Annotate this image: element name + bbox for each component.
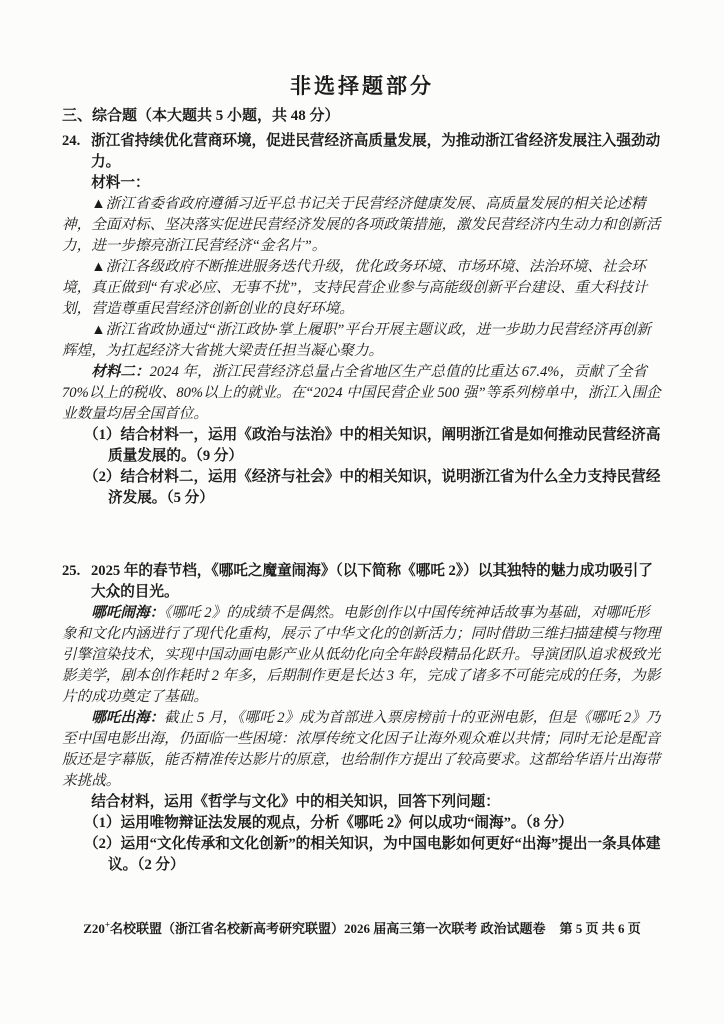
nezha-naohai-paragraph (62, 603, 662, 708)
section-heading: 三、综合题（本大题共 5 小题，共 48 分） (62, 108, 340, 124)
question-24-stem (62, 131, 662, 173)
material-2-text: 2024 年，浙江民营经济总量占全省地区生产总值的比重达 67.4%，贡献了全省 70%以上的税收、80%以上的就业。在“2024 中国民营企业 500 强”等系列榜单中，浙江入围企业数量均居全国首位。 (62, 364, 661, 422)
nezha-chuhai-text: 截止 5 月，《哪吒 2》成为首部进入票房榜前十的亚洲电影，但是《哪吒 2》乃至中国电影出海，仍面临一些困境：浓厚传统文化因子让海外观众难以共情；同时无论是配音版还是字幕版，能否精准传达影片的原意，也给制作方提出了较高要求。这都给华语片出海带来挑战。 (62, 710, 661, 789)
material-1-bullet-3: ▲浙江省政协通过“浙江政协·掌上履职”平台开展主题议政，进一步助力民营经济再创新辉煌，为扛起经济大省挑大梁责任担当凝心聚力。 (62, 322, 651, 359)
question-25-stem (62, 561, 662, 603)
footer-org-prefix: Z20 (83, 921, 105, 936)
question-25-sub-1: （1）运用唯物辩证法发展的观点，分析《哪吒 2》何以成功“闹海”。（8 分） (84, 815, 573, 831)
footer-org-sup: + (104, 919, 111, 930)
page-content (62, 76, 662, 876)
material-1-label: 材料一： (91, 175, 150, 191)
material-1-bullet-2: ▲浙江各级政府不断推进服务迭代升级，优化政务环境、市场环境、法治环境、社会环境，真正做到“有求必应、无事不扰”，支持民营企业参与高能级创新平台建设、重大科技计划，营造尊重民营经济创新创业的良好环境。 (62, 259, 648, 317)
question-25 (62, 561, 662, 876)
question-25-number: 25. (62, 563, 81, 579)
question-24-stem-text: 浙江省持续优化营商环境，促进民营经济高质量发展，为推动浙江省经济发展注入强劲动力。 (91, 133, 661, 170)
question-24 (62, 131, 662, 509)
page-footer (0, 918, 724, 937)
question-25-stem-text: 2025 年的春节档，《哪吒之魔童闹海》（以下简称《哪吒 2》）以其独特的魅力成功吸引了大众的目光。 (91, 563, 653, 600)
nezha-naohai-label: 哪吒闹海： (91, 605, 165, 621)
question-24-number: 24. (62, 133, 81, 149)
nezha-chuhai-paragraph (62, 708, 662, 792)
footer-org-rest: 名校联盟（浙江省名校新高考研究联盟）2026 届高三第一次联考 政治试题卷 (110, 921, 546, 936)
section-title: 非选择题部分 (290, 74, 434, 98)
material-2-paragraph (62, 362, 662, 425)
nezha-chuhai-label: 哪吒出海： (91, 710, 165, 726)
question-25-instruction: 结合材料，运用《哲学与文化》中的相关知识，回答下列问题： (91, 794, 500, 810)
question-25-sub-2: （2）运用“文化传承和文化创新”的相关知识，为中国电影如何更好“出海”提出一条具体建议。（2 分） (84, 836, 661, 873)
question-24-sub-1: （1）结合材料一，运用《政治与法治》中的相关知识，阐明浙江省是如何推动民营经济高质量发展的。（9 分） (84, 427, 661, 464)
material-2-label: 材料二： (91, 364, 150, 380)
material-1-bullet-1: ▲浙江省委省政府遵循习近平总书记关于民营经济健康发展、高质量发展的相关论述精神，全面对标、坚决落实促进民营经济发展的各项政策措施，激发民营经济内生动力和创新活力，进一步擦亮浙江民营经济“金名片”。 (62, 196, 661, 254)
nezha-naohai-text: 《哪吒 2》的成绩不是偶然。电影创作以中国传统神话故事为基础，对哪吒形象和文化内涵进行了现代化重构，展示了中华文化的创新活力；同时借助三维扫描建模与物理引擎渲染技术，实现中国动画电影产业从低幼化向全年龄段精品化跃升。导演团队追求极致光影美学，剧本创作耗时 2 年多，后期制作更是长达 3 年，完成了诸多不可能完成的任务，为影片的成功奠定了基础。 (62, 605, 661, 705)
question-24-sub-2: （2）结合材料二，运用《经济与社会》中的相关知识，说明浙江省为什么全力支持民营经济发展。（5 分） (84, 469, 661, 506)
footer-page-info: 第 5 页 共 6 页 (559, 921, 641, 936)
